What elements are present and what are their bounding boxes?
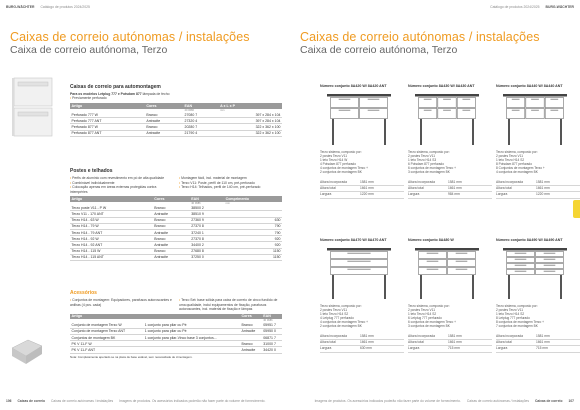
dimension-value: 1581 mm xyxy=(536,334,550,339)
col-header: Artigo xyxy=(70,314,143,320)
page-number: 107 xyxy=(568,399,574,403)
footer-section: Caixas de correio autónomas / instalações xyxy=(466,399,529,403)
set-card xyxy=(320,238,404,353)
set-description-line: 3 conjuntos de montagem BK xyxy=(408,323,450,328)
set-description-line: 4 conjuntos de montagem Terzo + xyxy=(320,165,369,170)
section1-heading: Caixas de correio para automontagem xyxy=(70,84,161,90)
table-cell: 1150 xyxy=(224,254,282,260)
mailbox-table xyxy=(70,103,282,137)
dimension-label: Largura xyxy=(408,346,420,351)
table-cell: 21790 4 xyxy=(183,130,219,136)
dimension-label: Largura xyxy=(496,192,508,197)
page-number: 106 xyxy=(6,399,12,403)
table-cell: PK V 11-F ANT xyxy=(70,347,143,353)
set-description-line: 2 postes Terzo V11 xyxy=(496,153,523,158)
table-cell: Terzo poste V11 - P W xyxy=(70,205,153,211)
dimension-value: 1581 mm xyxy=(360,334,374,339)
section3-heading: Acessórios xyxy=(70,290,97,296)
table-cell: Terzo H14 - 79 ANT xyxy=(70,229,153,235)
table-cell: Conjuntos de montagem BK xyxy=(70,335,143,341)
table-cell: 27320 4 xyxy=(183,118,219,124)
set-description-line: Terzo sistema, composto por: xyxy=(408,303,450,308)
set-description-line: 4 conjuntos de montagem BK xyxy=(496,169,538,174)
table-cell: Antracite xyxy=(240,328,262,334)
dimension-label: Largura xyxy=(496,346,508,351)
table-cell: mm xyxy=(225,201,230,205)
footer-sub: Caixas de correio autónomas / instalações xyxy=(51,399,114,403)
set-dimensions xyxy=(496,334,580,353)
table-cell: Branco xyxy=(153,217,190,223)
page-subtitle: Caixa de correio autónoma, Terzo xyxy=(300,44,458,56)
bullet-item: • Montagem fácil, incl. material de montagem xyxy=(179,176,282,181)
set-description-line: 4 Letplug 777 perfurado xyxy=(320,315,354,320)
col-header: Comprimento xyxy=(224,196,282,202)
dimension-row xyxy=(408,346,492,352)
table-cell: Antracite xyxy=(145,130,183,136)
bullet-item: • Terzo H14: Telhados, perfil de 140 cm, pré-perfurado xyxy=(179,185,282,190)
set-description-line: 1 teto Terzo H14 S2 xyxy=(408,311,437,316)
table-cell: 05951 7 xyxy=(262,323,282,329)
table-cell: 630 xyxy=(224,217,282,223)
dimension-label: Altura total xyxy=(320,340,336,345)
dimension-value: 1661 mm xyxy=(448,186,462,191)
dimension-value: 1661 mm xyxy=(536,186,550,191)
bullet-item: • Conjuntos de montagem: Equipadores, parafusos autoroscantes e anilhas (4 pcs. cada) xyxy=(70,298,173,307)
table-cell: 397 x 284 x 104 xyxy=(219,112,282,118)
dimension-value: 1661 mm xyxy=(360,340,374,345)
table-cell: 38510 9 xyxy=(190,211,224,217)
table-cell: Terzo V11 - 170 ANT xyxy=(70,211,153,217)
page-title: Caixas de correio autónomas / instalações xyxy=(300,30,540,44)
set-dimensions xyxy=(496,180,580,199)
set-title: Número conjunto 8A480 W xyxy=(408,238,454,242)
table-cell: Antracite xyxy=(153,229,190,235)
table-cell: mm xyxy=(220,108,225,112)
dimension-label: Altura incorporada xyxy=(320,334,347,339)
table-cell: 1 conjunto para pilar ou Pé xyxy=(143,323,240,329)
table-cell: Branco xyxy=(153,223,190,229)
dimension-row xyxy=(408,192,492,198)
table-row xyxy=(70,254,282,260)
footer-section: Caixas de correio xyxy=(17,399,46,403)
installation-drawing xyxy=(324,245,394,301)
table-cell xyxy=(143,347,240,353)
table-row xyxy=(70,347,282,353)
set-card xyxy=(496,84,580,199)
set-title: Número conjunto 8A420 W/ 8A420 ANT xyxy=(320,84,387,88)
dimension-value: 1581 mm xyxy=(448,334,462,339)
mailbox-product-image xyxy=(10,76,58,138)
dimension-row xyxy=(496,346,580,352)
installation-drawing xyxy=(500,91,570,147)
table-cell: Branco xyxy=(153,205,190,211)
set-description-line: 2 postes Terzo V11 xyxy=(320,153,347,158)
set-description-line: 3 conjuntos de montagem BK xyxy=(408,169,450,174)
set-dimensions xyxy=(408,334,492,353)
table-cell: Conjunto de montagem Terzo ANT xyxy=(70,328,143,334)
table-cell: 40 0686 xyxy=(263,319,273,323)
set-description-line: 7 conjuntos de montagem BK xyxy=(496,323,538,328)
dimension-label: Largura xyxy=(320,346,332,351)
dimension-label: Altura incorporada xyxy=(496,334,523,339)
col-header: Cores xyxy=(145,103,183,109)
table-cell: Antracite xyxy=(153,211,190,217)
dimension-row xyxy=(320,346,404,352)
set-card xyxy=(408,84,492,199)
set-description-line: Terzo sistema, composto por: xyxy=(320,149,362,154)
dimension-value: 715 mm xyxy=(448,346,460,351)
table-cell: Perfurado 777 ANT xyxy=(70,118,145,124)
set-description-line: 1 teto Terzo H14 S2 xyxy=(496,311,525,316)
footer-disclaimer: Imagens de produtos. Os acessórios indicados poderão não fazer parte do volume de fornecimento. xyxy=(314,399,461,403)
set-description-line: 2 postes Terzo V11 xyxy=(320,307,347,312)
table-cell: 37240 1 xyxy=(190,229,224,235)
table-cell: 920 xyxy=(224,242,282,248)
table-cell: 27680 8 xyxy=(190,248,224,254)
dimension-row xyxy=(320,192,404,198)
table-cell: 31000 7 xyxy=(262,341,282,347)
table-cell: 790 xyxy=(224,229,282,235)
section-posts xyxy=(70,168,282,261)
set-description-line: Terzo sistema, composto por: xyxy=(408,149,450,154)
dimension-value: 1661 mm xyxy=(448,340,462,345)
set-description xyxy=(496,150,580,175)
col-header: A x L x P xyxy=(219,103,282,109)
set-description-line: 6 conjuntos de montagem Terzo + xyxy=(408,319,457,324)
page-subtitle: Caixa de correio autónoma, Terzo xyxy=(10,44,168,56)
table-cell: Antracite xyxy=(145,118,183,124)
table-cell: 05950 0 xyxy=(262,328,282,334)
accessory-image xyxy=(6,330,46,370)
table-cell: Branco xyxy=(145,124,183,130)
set-card xyxy=(408,238,492,353)
set-description-line: 1 teto Terzo H14 S3 xyxy=(408,157,437,162)
set-description-line: 6 conjuntos de montagem Terzo + xyxy=(408,165,457,170)
col-header: Artigo xyxy=(70,196,153,202)
posts-table xyxy=(70,196,282,261)
table-cell: 322 x 362 x 100 xyxy=(219,130,282,136)
right-footer xyxy=(296,397,574,405)
table-cell: Branco xyxy=(145,112,183,118)
brand-name: BURG-WÄCHTER xyxy=(6,5,35,9)
set-description-line: Terzo sistema, composto por: xyxy=(496,149,538,154)
dimension-value: 984 mm xyxy=(448,192,460,197)
installation-drawing xyxy=(500,245,570,301)
dimension-label: Altura total xyxy=(496,186,512,191)
set-description xyxy=(320,304,404,329)
section-tab xyxy=(573,200,580,218)
set-card xyxy=(320,84,404,199)
table-cell: Terzo H14 - 115 W xyxy=(70,248,153,254)
bullet-item: • Combinável individualmente xyxy=(70,181,173,186)
bullet-item: • Terzo V11: Poste, perfil de 110 cm, pré-perfurado xyxy=(179,181,282,186)
table-cell: 34420 0 xyxy=(262,347,282,353)
table-cell: 1 conjunto para pilar ou Pé xyxy=(143,328,240,334)
set-description-line: 8 conjuntos de montagem Terzo + xyxy=(496,319,545,324)
table-cell: Terzo H14 - 63 W xyxy=(70,217,153,223)
set-description-line: 2 postes Terzo V11 xyxy=(408,307,435,312)
right-header xyxy=(296,3,574,11)
brand-name: BURG-WÄCHTER xyxy=(545,5,574,9)
col-header: Cores xyxy=(240,314,262,320)
set-description-line: Terzo sistema, composto por: xyxy=(496,303,538,308)
set-card xyxy=(496,238,580,353)
table-cell: Conjunto de montagem Terzo W xyxy=(70,323,143,329)
set-description xyxy=(408,150,492,175)
dimension-label: Altura total xyxy=(320,186,336,191)
table-cell: 1 conjunto para pilar-Vinco base 3 conjuntos... xyxy=(143,335,240,341)
set-title: Número conjunto 8A490 W/ 8A490 ANT xyxy=(496,238,563,242)
bullet-item: • Previamente perfurado xyxy=(70,96,282,101)
table-cell: Terzo H14 - 79 W xyxy=(70,223,153,229)
table-cell: Branco xyxy=(153,236,190,242)
set-description-line: Terzo sistema, composto por: xyxy=(320,303,362,308)
dimension-value: 1661 mm xyxy=(536,340,550,345)
table-cell: Antracite xyxy=(153,242,190,248)
table-cell: 790 xyxy=(224,223,282,229)
footer-bold: Caixas de correio xyxy=(534,399,563,403)
set-description-line: 2 conjuntos de montagem BK xyxy=(320,323,362,328)
bullet-item: • Colocação apenas em áreas externas protegidas contra intempéries xyxy=(70,185,173,194)
dimension-label: Largura xyxy=(320,192,332,197)
dimension-value: 1581 mm xyxy=(448,180,462,185)
footer-disclaimer: Imagens de produtos. Os acessórios indicados poderão não fazer parte do volume de fornecimento. xyxy=(119,399,266,403)
section3-bullets-left xyxy=(70,298,173,312)
dimension-value: 1581 mm xyxy=(360,180,374,185)
set-description xyxy=(408,304,492,329)
set-description-line: 1 teto Terzo H14 S2 xyxy=(320,311,349,316)
table-cell: Perfurado 777 W xyxy=(70,112,145,118)
set-description-line: 1 teto Terzo H14 S2 xyxy=(496,157,525,162)
set-title: Número conjunto 8A440 W/ 8A440 ANT xyxy=(496,84,563,88)
set-description-line: 4 conjuntos de montagem Terzo + xyxy=(320,319,369,324)
set-description-line: 8 Potsdam 877 perfurado xyxy=(496,161,532,166)
bullet-item: • Perfis de alumínio com revestimento em pó de alta qualidade xyxy=(70,176,173,181)
dimension-value: 1581 mm xyxy=(536,180,550,185)
set-description xyxy=(496,304,580,329)
table-cell: 20280 7 xyxy=(183,124,219,130)
set-description-line: 2 postes Terzo V11 xyxy=(408,153,435,158)
dimension-value: 1220 mm xyxy=(536,192,550,197)
set-description-line: 2 postes Terzo V11 xyxy=(496,307,523,312)
table-cell: 27360 9 xyxy=(190,217,224,223)
table-cell: 38500 2 xyxy=(190,205,224,211)
dimension-label: Largura xyxy=(408,192,420,197)
table-cell: 27370 8 xyxy=(190,236,224,242)
section2-bullets-right xyxy=(179,176,282,194)
table-cell: 397 x 284 x 104 xyxy=(219,118,282,124)
table-row xyxy=(70,130,282,136)
set-dimensions xyxy=(320,180,404,199)
section2-heading: Postes e telhados xyxy=(70,168,113,174)
table-cell: 1150 xyxy=(224,248,282,254)
table-cell: PK V 11-F W xyxy=(70,341,143,347)
set-description-line: 1 teto Terzo H14 W xyxy=(320,157,348,162)
catalog-name: Catálogo de produtos 2024/2025 xyxy=(40,5,90,9)
table-cell: Terzo H14 - 115 ANT xyxy=(70,254,153,260)
section3-bullets-right xyxy=(179,298,282,312)
section2-bullets-left xyxy=(70,176,173,194)
dimension-value: 1661 mm xyxy=(360,186,374,191)
table-cell: Perfurado 877 ANT xyxy=(70,130,145,136)
table-cell: 06871 7 xyxy=(262,335,282,341)
table-cell: Terzo H14 - 92 ANT xyxy=(70,242,153,248)
table-cell: Branco xyxy=(240,341,262,347)
table-cell: 37250 0 xyxy=(190,254,224,260)
col-header: EAN xyxy=(262,314,282,320)
section-accessories xyxy=(70,290,282,359)
set-title: Número conjunto 8A430 W/ 8A430 ANT xyxy=(408,84,475,88)
installation-drawing xyxy=(324,91,394,147)
left-footer xyxy=(6,397,284,405)
dimension-value: 1220 mm xyxy=(360,192,374,197)
set-description-line: 2 conjuntos de montagem BK xyxy=(320,169,362,174)
col-header: EAN xyxy=(183,103,219,109)
set-description-line: 8 Conjuntos de montagem Terzo + xyxy=(496,165,545,170)
col-header: EAN xyxy=(190,196,224,202)
table-cell: 40 0686 xyxy=(191,201,201,205)
dimension-value: 630 mm xyxy=(360,346,372,351)
intro-rest: lâmpada de fecho xyxy=(142,92,170,96)
accessories-note: Nota: Completamente apertado se na placa de base estável, sem necessidade de cimentagem. xyxy=(70,354,193,359)
dimension-label: Altura total xyxy=(496,340,512,345)
table-cell: 27080 7 xyxy=(183,112,219,118)
left-header xyxy=(6,3,284,11)
table-cell: Antracite xyxy=(240,347,262,353)
page-title: Caixas de correio autónomas / instalações xyxy=(10,30,250,44)
table-cell: Terzo H14 - 92 W xyxy=(70,236,153,242)
intro-bold: Para os modelos Letplug 777 e Potsdam 877 xyxy=(70,92,142,96)
section-mailboxes xyxy=(70,84,282,137)
table-cell: Branco xyxy=(153,248,190,254)
set-description-line: 4 Potsdam 877 perfurado xyxy=(320,161,356,166)
dimension-label: Altura incorporada xyxy=(496,180,523,185)
table-cell: Branco xyxy=(240,323,262,329)
set-dimensions xyxy=(408,180,492,199)
set-description xyxy=(320,150,404,175)
set-title: Número conjunto 8A470 W/ 8A470 ANT xyxy=(320,238,387,242)
table-cell: Perfurado 877 W xyxy=(70,124,145,130)
dimension-label: Altura total xyxy=(408,186,424,191)
table-cell: 34400 2 xyxy=(190,242,224,248)
table-cell: 322 x 362 x 100 xyxy=(219,124,282,130)
installation-drawing xyxy=(412,245,482,301)
dimension-label: Altura incorporada xyxy=(408,180,435,185)
dimension-row xyxy=(496,192,580,198)
table-cell: Antracite xyxy=(153,254,190,260)
dimension-label: Altura incorporada xyxy=(320,180,347,185)
set-description-line: 6 Potsdam 877 perfurado xyxy=(408,161,444,166)
table-cell: 40 0686 xyxy=(184,108,194,112)
right-page xyxy=(290,0,580,410)
col-header: Artigo xyxy=(70,103,145,109)
bullet-item: • Terzo Set: base sólida para caixa de correio de cinco fundido de uma qualidade, inclui equipamentos de fixação, parafusos autoroscantes, incl. material de fixação e lâmpas xyxy=(179,298,282,312)
col-header: Cores xyxy=(153,196,190,202)
table-cell: 920 xyxy=(224,236,282,242)
dimension-label: Altura total xyxy=(408,340,424,345)
section1-bullets xyxy=(70,96,282,101)
table-cell: 27370 8 xyxy=(190,223,224,229)
set-description-line: 8 Letplug 777 perfurado xyxy=(496,315,530,320)
catalog-name: Catálogo de produtos 2024/2025 xyxy=(490,5,540,9)
set-description-line: 6 Letplug 777 perfurado xyxy=(408,315,442,320)
accessories-table xyxy=(70,314,282,354)
dimension-value: 715 mm xyxy=(536,346,548,351)
set-dimensions xyxy=(320,334,404,353)
installation-drawing xyxy=(412,91,482,147)
dimension-label: Altura incorporada xyxy=(408,334,435,339)
